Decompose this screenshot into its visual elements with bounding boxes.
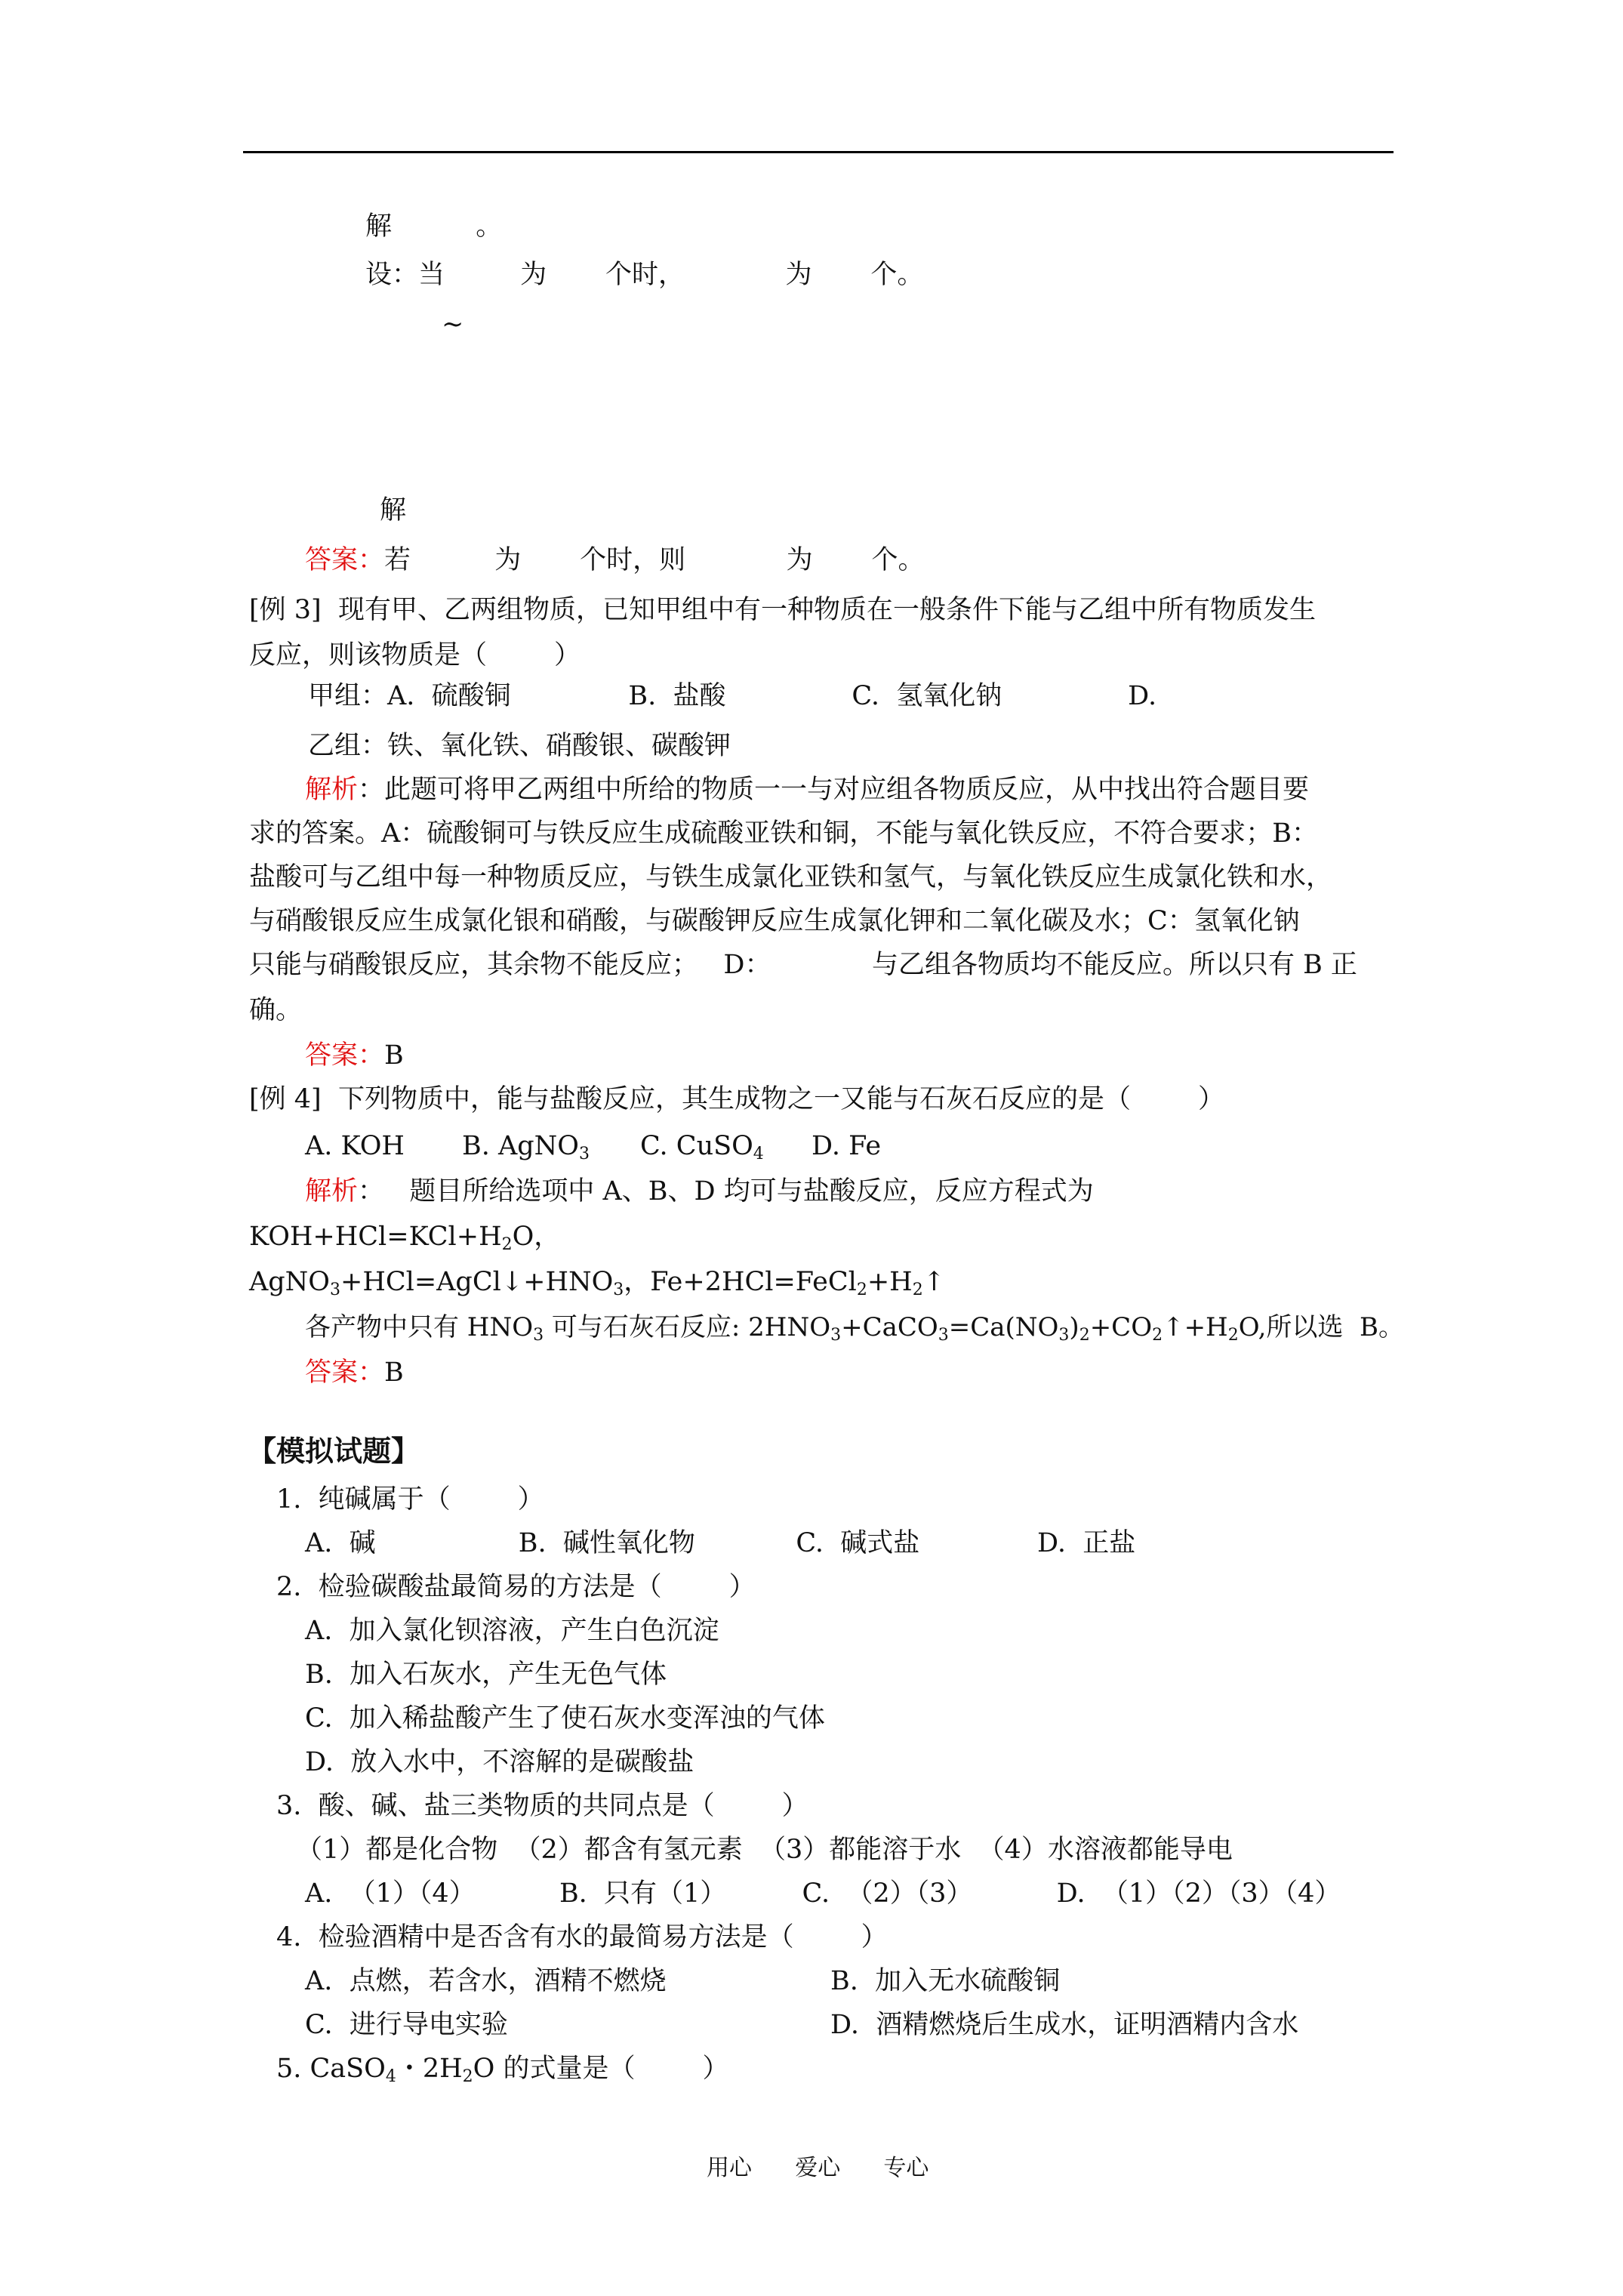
example3-question: [例 3] 现有甲、乙两组物质，已知甲组中有一种物质在一般条件下能与乙组中所有物质发生 <box>249 595 1316 625</box>
question-4: 4. 检验酒精中是否含有水的最简易方法是（ ） <box>276 1922 888 1952</box>
answer-line: 答案：B <box>305 1358 404 1388</box>
question-3: 3. 酸、碱、盐三类物质的共同点是（ ） <box>276 1791 808 1821</box>
analysis-line: 确。 <box>249 995 303 1025</box>
analysis-label: 解析 <box>305 1176 359 1207</box>
analysis-line: 与硝酸银反应生成氯化银和硝酸，与碳酸钾反应生成氯化钾和二氧化碳及水；C：氢氧化钠 <box>249 906 1300 936</box>
option-c: C. CuSO$_4$ <box>640 1131 764 1163</box>
analysis-line: 解析： 题目所给选项中 A、B、D 均可与盐酸反应，反应方程式为 <box>305 1176 1094 1207</box>
analysis-label: 解析 <box>305 775 359 805</box>
question-2-option-a: A. 加入氯化钡溶液，产生白色沉淀 <box>305 1616 719 1646</box>
answer-label: 答案： <box>305 1358 385 1388</box>
page-footer: 用心 爱心 专心 <box>707 2155 929 2181</box>
answer-text: 若 为 个时，则 为 个。 <box>384 545 925 575</box>
answer-line <box>305 544 925 577</box>
answer-label: 答案： <box>305 545 385 575</box>
conclusion-line: 各产物中只有 $HNO_3$ 可与石灰石反应: $2HNO_3+CaCO_3=Ca(NO_3)_2+CO_2↑+H_2O$,所以选 B。 <box>305 1312 1405 1345</box>
question-4-option-b: B. 加入无水硫酸铜 <box>830 1966 1061 1996</box>
answer-line: 答案：B <box>305 1040 404 1071</box>
question-1: 1. 纯碱属于（ ） <box>276 1484 544 1515</box>
solution-line: 解 。 <box>365 211 503 242</box>
option-b: B. AgNO$_3$ <box>462 1131 590 1163</box>
group-jia: 甲组：A. 硫酸铜 B. 盐酸 C. 氢氧化钠 D. <box>308 681 1157 711</box>
analysis-line: 盐酸可与乙组中每一种物质反应，与铁生成氯化亚铁和氢气，与氧化铁反应生成氯化铁和水， <box>249 862 1333 892</box>
question-3-options: A. （1）（4） B. 只有（1） C. （2）（3） D. （1）（2）（3）（4） <box>305 1878 1341 1909</box>
question-4-option-d: D. 酒精燃烧后生成水，证明酒精内含水 <box>830 2010 1299 2040</box>
solution-line: 解 <box>380 495 407 525</box>
question-4-option-c: C. 进行导电实验 <box>305 2010 508 2040</box>
header-rule <box>243 151 1394 153</box>
question-3-items: （1）都是化合物 （2）都含有氢元素 （3）都能溶于水 （4）水溶液都能导电 <box>296 1835 1233 1865</box>
analysis-line: 求的答案。A：硫酸铜可与铁反应生成硫酸亚铁和铜，不能与氧化铁反应，不符合要求；B： <box>249 818 1318 849</box>
option-a: A. KOH <box>305 1131 405 1161</box>
question-2: 2. 检验碳酸盐最简易的方法是（ ） <box>276 1572 756 1602</box>
group-yi: 乙组：铁、氧化铁、硝酸银、碳酸钾 <box>308 731 731 761</box>
tilde-symbol: ~ <box>442 310 464 340</box>
question-1-options: A. 碱 B. 碱性氧化物 C. 碱式盐 D. 正盐 <box>305 1528 1136 1558</box>
question-2-option-c: C. 加入稀盐酸产生了使石灰水变浑浊的气体 <box>305 1703 825 1734</box>
analysis-line: 解析：此题可将甲乙两组中所给的物质一一与对应组各物质反应，从中找出符合题目要 <box>305 775 1310 805</box>
equation-line: $AgNO_3+HCl=AgCl↓+HNO_3$，$Fe+2HCl=FeCl_2+H_2↑$ <box>249 1267 946 1299</box>
question-4-option-a: A. 点燃，若含水，酒精不燃烧 <box>305 1966 667 1996</box>
question-5: 5. CaSO$_4$・$2H_2O$ 的式量是（ ） <box>276 2054 729 2086</box>
question-2-option-d: D. 放入水中，不溶解的是碳酸盐 <box>305 1747 694 1777</box>
example3-question: 反应，则该物质是（ ） <box>249 640 581 670</box>
analysis-line: 只能与硝酸银反应，其余物不能反应； D： 与乙组各物质均不能反应。所以只有 B 正 <box>249 950 1357 980</box>
question-2-option-b: B. 加入石灰水，产生无色气体 <box>305 1660 667 1690</box>
equation-line: $KOH+HCl=KCl+H_2O$， <box>249 1222 561 1254</box>
answer-label: 答案： <box>305 1040 385 1071</box>
assumption-line: 设：当 为 个时， 为 个。 <box>365 260 924 290</box>
example4-question: [例 4] 下列物质中，能与盐酸反应，其生成物之一又能与石灰石反应的是（ ） <box>249 1084 1224 1114</box>
section-heading: 【模拟试题】 <box>248 1434 420 1468</box>
option-d: D. Fe <box>812 1131 882 1161</box>
